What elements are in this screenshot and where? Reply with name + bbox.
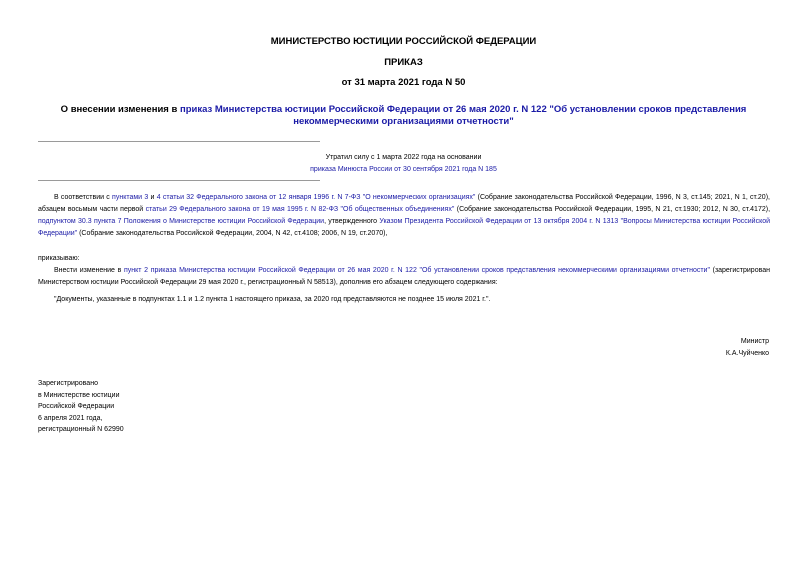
- order-text: (зарегистрирован Министерством юстиции Российской Федерации 29 мая 2020 г., регистрационный N 58513), дополнив его абзацем следующего содержания:: [38, 267, 770, 286]
- registration-line: регистрационный N 62990: [38, 426, 124, 433]
- title-order-link[interactable]: приказ Министерства юстиции Российской Федерации от 26 мая 2020 г. N 122 "Об установлении сроков представления некоммерческими организациями отчетности": [179, 104, 747, 127]
- preamble-text: (Собрание законодательства Российской Федерации, 2004, N 42, ст.4108; 2006, N 19, ст.2070),: [77, 230, 388, 237]
- preamble-text: , утвержденного: [324, 218, 380, 225]
- order-text: Внести изменение в: [54, 267, 124, 274]
- preamble-text: (Собрание законодательства Российской Федерации, 1996, N 3, ст.145; 2021, N 1, ст.20), абзацем восьмым части первой: [38, 194, 770, 213]
- signature-position: Министр: [740, 338, 769, 345]
- status-note-line: Утратил силу с 1 марта 2022 года на основании: [325, 154, 482, 161]
- law-link-points-3[interactable]: пунктами 3: [112, 194, 149, 201]
- registration-line: 6 апреля 2021 года,: [38, 414, 103, 422]
- preamble-text: В соответствии с: [54, 194, 113, 201]
- regulation-link[interactable]: подпунктом 30.3 пункта 7 Положения о Министерстве юстиции Российской Федерации: [38, 218, 325, 225]
- amended-order-link[interactable]: пункт 2 приказа Министерства юстиции Российской Федерации от 26 мая 2020 г. N 122 "Об установлении сроков представления некоммерческими организациями отчетности": [123, 267, 710, 274]
- ministry-heading: МИНИСТЕРСТВО ЮСТИЦИИ РОССИЙСКОЙ ФЕДЕРАЦИИ: [270, 36, 537, 47]
- registration-line: в Министерстве юстиции: [38, 391, 120, 399]
- title-prefix: О внесении изменения в: [60, 104, 180, 115]
- divider-top: [38, 141, 320, 142]
- order-word: приказываю:: [38, 255, 80, 262]
- preamble-text: (Собрание законодательства Российской Федерации, 1995, N 21, ст.1930; 2012, N 30, ст.4172),: [454, 206, 771, 213]
- preamble-text: и: [148, 194, 157, 201]
- doc-title: [30, 104, 777, 128]
- law-link-public-associations[interactable]: статьи 29 Федерального закона от 19 мая 1995 г. N 82-ФЗ "Об общественных объединениях": [145, 206, 455, 213]
- status-note-link-line: [0, 164, 807, 176]
- law-link-nko[interactable]: 4 статьи 32 Федерального закона от 12 января 1996 г. N 7-ФЗ "О некоммерческих организациях": [156, 194, 476, 201]
- doc-date-number: от 31 марта 2021 года N 50: [341, 77, 466, 88]
- registration-block: [38, 378, 124, 436]
- doc-type-heading: ПРИКАЗ: [384, 57, 423, 68]
- quote-paragraph: "Документы, указанные в подпунктах 1.1 и 1.2 пункта 1 настоящего приказа, за 2020 год представляются не позднее 15 июля 2021 г.".: [54, 296, 491, 303]
- order-paragraph: [38, 265, 770, 289]
- decree-link[interactable]: Указом Президента Российской Федерации от 13 октября 2004 г. N 1313 "Вопросы Министерства юстиции Российской Федерации": [38, 218, 771, 237]
- divider-bottom: [38, 180, 320, 181]
- registration-line: Зарегистрировано: [38, 380, 98, 387]
- signature-name: К.А.Чуйченко: [725, 350, 769, 357]
- preamble-paragraph: [38, 192, 770, 240]
- registration-line: Российской Федерации: [38, 403, 115, 410]
- repeal-order-link[interactable]: приказа Минюста России от 30 сентября 2021 года N 185: [310, 166, 497, 173]
